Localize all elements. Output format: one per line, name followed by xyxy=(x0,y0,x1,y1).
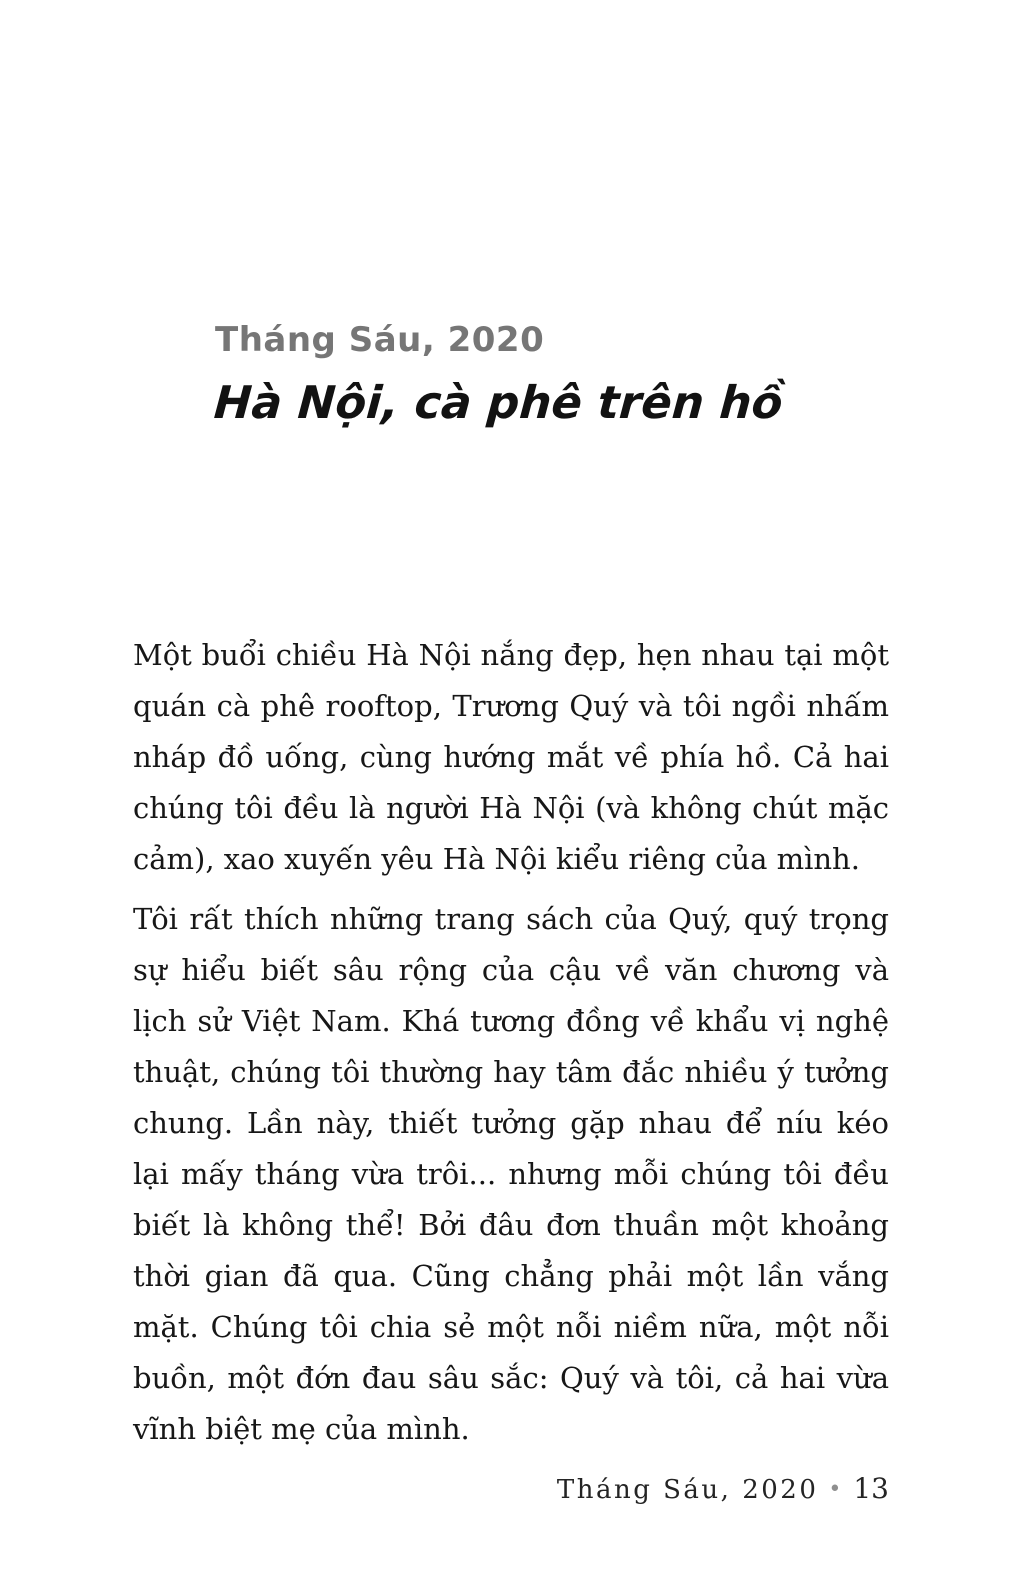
page-footer xyxy=(133,1472,889,1507)
body-text xyxy=(133,630,889,1455)
page-number: 13 xyxy=(853,1472,889,1505)
paragraph-1: Một buổi chiều Hà Nội nắng đẹp, hẹn nhau tại một quán cà phê rooftop, Trương Quý và tôi ngồi nhấm nháp đồ uống, cùng hướng mắt về phía hồ. Cả hai chúng tôi đều là người Hà Nội (và không chút mặc cảm), xao xuyến yêu Hà Nội kiểu riêng của mình. xyxy=(133,638,889,876)
footer-running-title: Tháng Sáu, 2020 xyxy=(556,1475,819,1505)
section-label: Tháng Sáu, 2020 xyxy=(215,320,545,360)
chapter-title: Hà Nội, cà phê trên hồ xyxy=(212,376,785,429)
paragraph-2: Tôi rất thích những trang sách của Quý, quý trọng sự hiểu biết sâu rộng của cậu về văn chương và lịch sử Việt Nam. Khá tương đồng về khẩu vị nghệ thuật, chúng tôi thường hay tâm đắc nhiều ý tưởng chung. Lần này, thiết tưởng gặp nhau để níu kéo lại mấy tháng vừa trôi... nhưng mỗi chúng tôi đều biết là không thể! Bởi đâu đơn thuần một khoảng thời gian đã qua. Cũng chẳng phải một lần vắng mặt. Chúng tôi chia sẻ một nỗi niềm nữa, một nỗi buồn, một đớn đau sâu sắc: Quý và tôi, cả hai vừa vĩnh biệt mẹ của mình. xyxy=(133,902,889,1446)
footer-bullet-separator: • xyxy=(828,1477,842,1502)
